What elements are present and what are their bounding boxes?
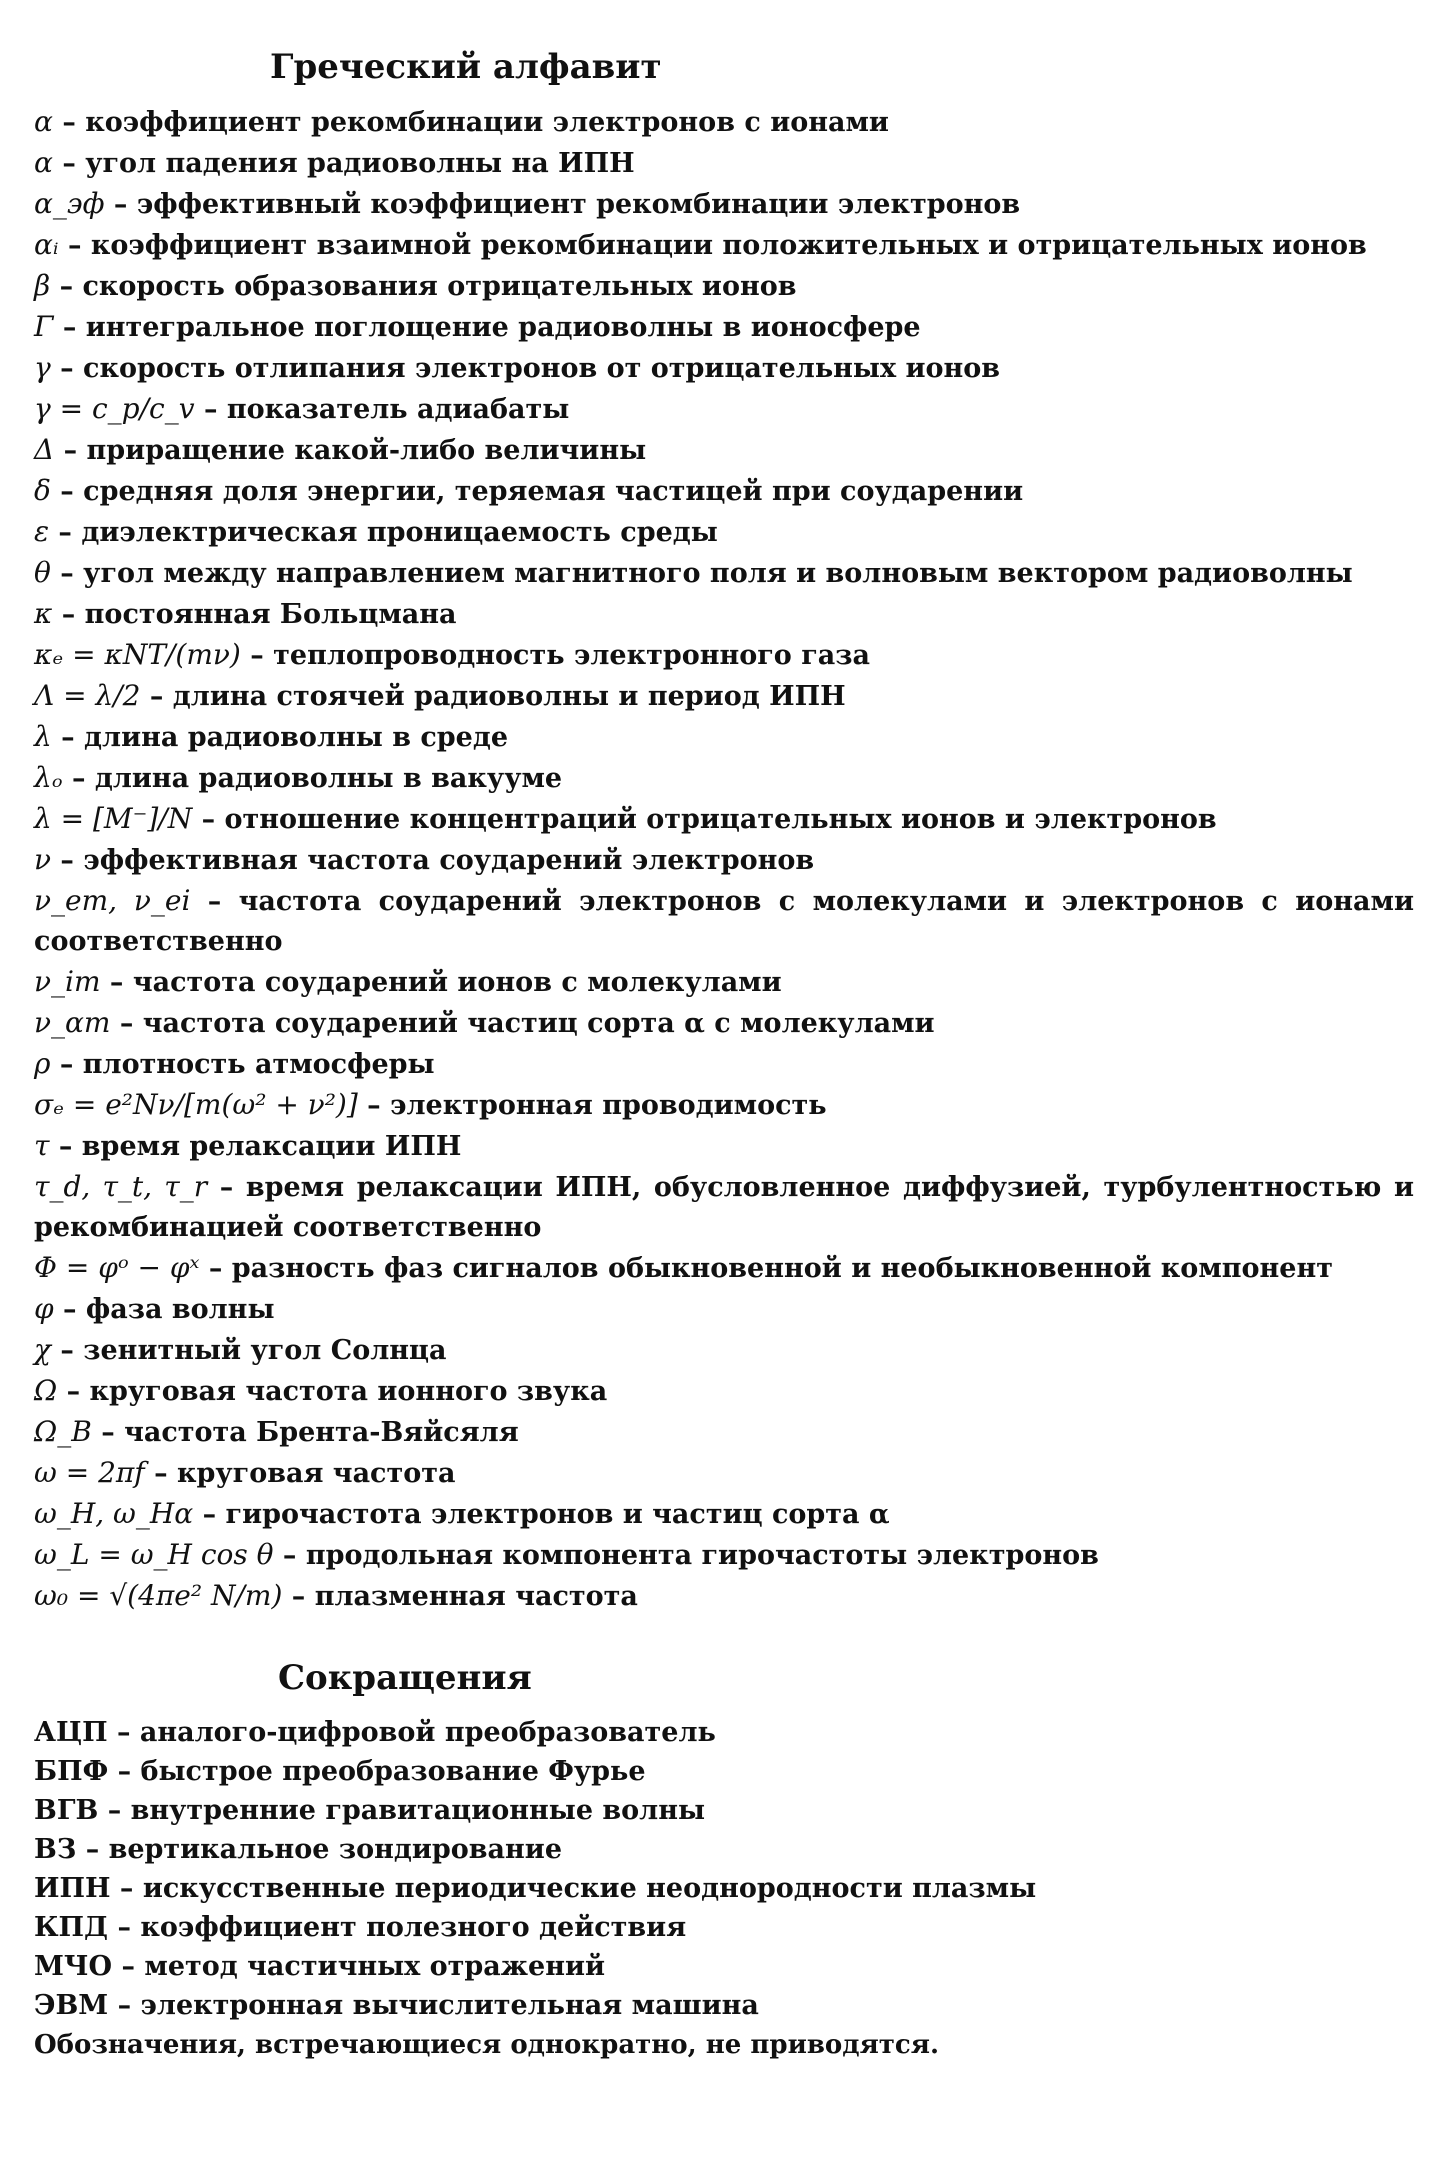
definition: – частота соударений электронов с молекулами и электронов с ионами соответственно	[34, 886, 1414, 957]
list-item	[34, 1713, 1424, 1752]
list-item	[34, 1494, 1424, 1535]
definition: – постоянная Больцмана	[52, 599, 457, 630]
abbreviation: БПФ	[34, 1756, 109, 1787]
definition: – аналого-цифровой преобразователь	[107, 1717, 716, 1748]
abbreviation: МЧО	[34, 1951, 113, 1982]
list-item	[34, 635, 1424, 676]
list-item	[34, 1947, 1424, 1986]
list-item	[34, 266, 1424, 307]
symbol: β	[34, 269, 51, 302]
symbol: λₒ	[34, 761, 63, 794]
abbreviation: ВГВ	[34, 1795, 99, 1826]
list-item	[34, 717, 1424, 758]
list-item	[34, 512, 1424, 553]
symbol: α_эф	[34, 187, 105, 220]
symbol: σₑ = e²Nν/[m(ω² + ν²)]	[34, 1088, 358, 1121]
definition: – плазменная частота	[282, 1581, 638, 1612]
definition: – отношение концентраций отрицательных ионов и электронов	[192, 804, 1217, 835]
list-item	[34, 1167, 1414, 1248]
symbol: τ	[34, 1129, 50, 1162]
abbreviation: АЦП	[34, 1717, 108, 1748]
definition: – длина радиоволны в вакууме	[62, 763, 563, 794]
abbreviation: ВЗ	[34, 1834, 77, 1865]
definition: – внутренние гравитационные волны	[98, 1795, 706, 1826]
document-page	[34, 47, 1424, 2065]
list-item	[34, 1576, 1424, 1617]
list-item	[34, 225, 1424, 266]
definition: – диэлектрическая проницаемость среды	[49, 517, 718, 548]
definition: – показатель адиабаты	[194, 394, 570, 425]
definition: – зенитный угол Солнца	[50, 1335, 447, 1366]
definition: – длина стоячей радиоволны и период ИПН	[140, 681, 846, 712]
symbol: Λ = λ/2	[34, 679, 141, 712]
symbol: Ω	[34, 1374, 58, 1407]
list-item	[34, 430, 1424, 471]
list-item	[34, 553, 1424, 594]
definition: – искусственные периодические неоднородности плазмы	[110, 1873, 1037, 1904]
symbol: Ω_B	[34, 1415, 92, 1448]
definition: – электронная проводимость	[357, 1090, 827, 1121]
symbol: α	[34, 105, 53, 138]
list-item	[34, 1869, 1424, 1908]
definition: – интегральное поглощение радиоволны в ионосфере	[53, 312, 921, 343]
list-item	[34, 1535, 1424, 1576]
symbol: ω_L = ω_H cos θ	[34, 1538, 274, 1571]
symbol: ρ	[34, 1047, 51, 1080]
symbol: ω_H, ω_Hα	[34, 1497, 194, 1530]
definition: – угол падения радиоволны на ИПН	[52, 148, 635, 179]
list-item	[34, 1986, 1424, 2025]
definition: – фаза волны	[53, 1294, 275, 1325]
definition: – электронная вычислительная машина	[108, 1990, 759, 2021]
symbol: αᵢ	[34, 228, 59, 261]
list-item	[34, 1371, 1424, 1412]
definition: – длина радиоволны в среде	[51, 722, 509, 753]
symbol: θ	[34, 556, 51, 589]
symbol: Φ = φᵒ − φˣ	[34, 1251, 200, 1284]
symbol: κₑ = κNT/(mν)	[34, 638, 241, 671]
list-item	[34, 758, 1424, 799]
definition: – продольная компонента гирочастоты электронов	[273, 1540, 1099, 1571]
list-item	[34, 1126, 1424, 1167]
symbol: ν_im	[34, 965, 101, 998]
list-item	[34, 471, 1424, 512]
list-item	[34, 840, 1424, 881]
list-item	[34, 1044, 1424, 1085]
footnote: Обозначения, встречающиеся однократно, не приводятся.	[34, 2030, 940, 2060]
definition: – гирочастота электронов и частиц сорта α	[193, 1499, 890, 1530]
definition: – скорость отлипания электронов от отрицательных ионов	[50, 353, 1001, 384]
list-item	[34, 962, 1424, 1003]
definition: – вертикальное зондирование	[76, 1834, 563, 1865]
list-item	[34, 1085, 1424, 1126]
list-item	[34, 307, 1424, 348]
list-item	[34, 1289, 1424, 1330]
list-item	[34, 594, 1424, 635]
list-item	[34, 389, 1424, 430]
symbol: κ	[34, 597, 53, 630]
list-item	[34, 1908, 1424, 1947]
definition: – эффективный коэффициент рекомбинации электронов	[104, 189, 1021, 220]
list-item	[34, 1003, 1424, 1044]
symbol: γ = c_p/c_v	[34, 392, 195, 425]
list-item	[34, 143, 1424, 184]
abbreviation: ЭВМ	[34, 1990, 109, 2021]
definition: – скорость образования отрицательных ионов	[50, 271, 797, 302]
symbol: Γ	[34, 310, 54, 343]
definition: – эффективная частота соударений электронов	[51, 845, 815, 876]
list-item	[34, 1453, 1424, 1494]
list-item	[34, 184, 1424, 225]
list-item	[34, 1330, 1424, 1371]
list-item	[34, 1412, 1424, 1453]
symbol: λ	[34, 720, 52, 753]
abbreviation: КПД	[34, 1912, 109, 1943]
list-item	[34, 1791, 1424, 1830]
abbreviation-list	[34, 1713, 1424, 2025]
list-item	[34, 676, 1424, 717]
list-item	[34, 1830, 1424, 1869]
list-item	[34, 348, 1424, 389]
list-item	[34, 1752, 1424, 1791]
list-item	[34, 881, 1414, 962]
symbol: δ	[34, 474, 51, 507]
definition: – средняя доля энергии, теряемая частицей при соударении	[50, 476, 1024, 507]
definition: – круговая частота ионного звука	[57, 1376, 608, 1407]
symbol: χ	[34, 1333, 51, 1366]
list-item	[34, 102, 1424, 143]
definition: – коэффициент полезного действия	[108, 1912, 687, 1943]
symbol: γ	[34, 351, 51, 384]
definition: – круговая частота	[144, 1458, 456, 1489]
symbol: ν_em, ν_ei	[34, 884, 191, 917]
symbol: ε	[34, 515, 50, 548]
greek-symbol-list	[34, 102, 1424, 1617]
symbol: α	[34, 146, 53, 179]
list-item	[34, 799, 1424, 840]
abbreviations-title: Сокращения	[278, 1658, 532, 1698]
definition: – время релаксации ИПН	[49, 1131, 462, 1162]
definition: – метод частичных отражений	[112, 1951, 606, 1982]
definition: – приращение какой-либо величины	[54, 435, 647, 466]
definition: – частота соударений частиц сорта α с молекулами	[110, 1008, 935, 1039]
definition: – плотность атмосферы	[50, 1049, 435, 1080]
definition: – разность фаз сигналов обыкновенной и необыкновенной компонент	[199, 1253, 1333, 1284]
greek-alphabet-title: Греческий алфавит	[270, 47, 662, 87]
symbol: φ	[34, 1292, 54, 1325]
symbol: Δ	[34, 433, 55, 466]
abbreviation: ИПН	[34, 1873, 111, 1904]
definition: – частота соударений ионов с молекулами	[100, 967, 782, 998]
symbol: ω₀ = √(4πe² N/m)	[34, 1579, 283, 1612]
definition: – коэффициент взаимной рекомбинации положительных и отрицательных ионов	[58, 230, 1367, 261]
list-item	[34, 1248, 1424, 1289]
definition: – частота Брента-Вяйсяля	[91, 1417, 519, 1448]
symbol: λ = [M⁻]/N	[34, 802, 193, 835]
symbol: τ_d, τ_t, τ_r	[34, 1170, 208, 1203]
definition: – коэффициент рекомбинации электронов с ионами	[52, 107, 889, 138]
definition: – быстрое преобразование Фурье	[108, 1756, 646, 1787]
definition: – время релаксации ИПН, обусловленное диффузией, турбулентностью и рекомбинацией соответственно	[34, 1172, 1414, 1243]
symbol: ν_αm	[34, 1006, 111, 1039]
symbol: ω = 2πf	[34, 1456, 145, 1489]
definition: – теплопроводность электронного газа	[240, 640, 870, 671]
definition: – угол между направлением магнитного поля и волновым вектором радиоволны	[50, 558, 1353, 589]
symbol: ν	[34, 843, 52, 876]
